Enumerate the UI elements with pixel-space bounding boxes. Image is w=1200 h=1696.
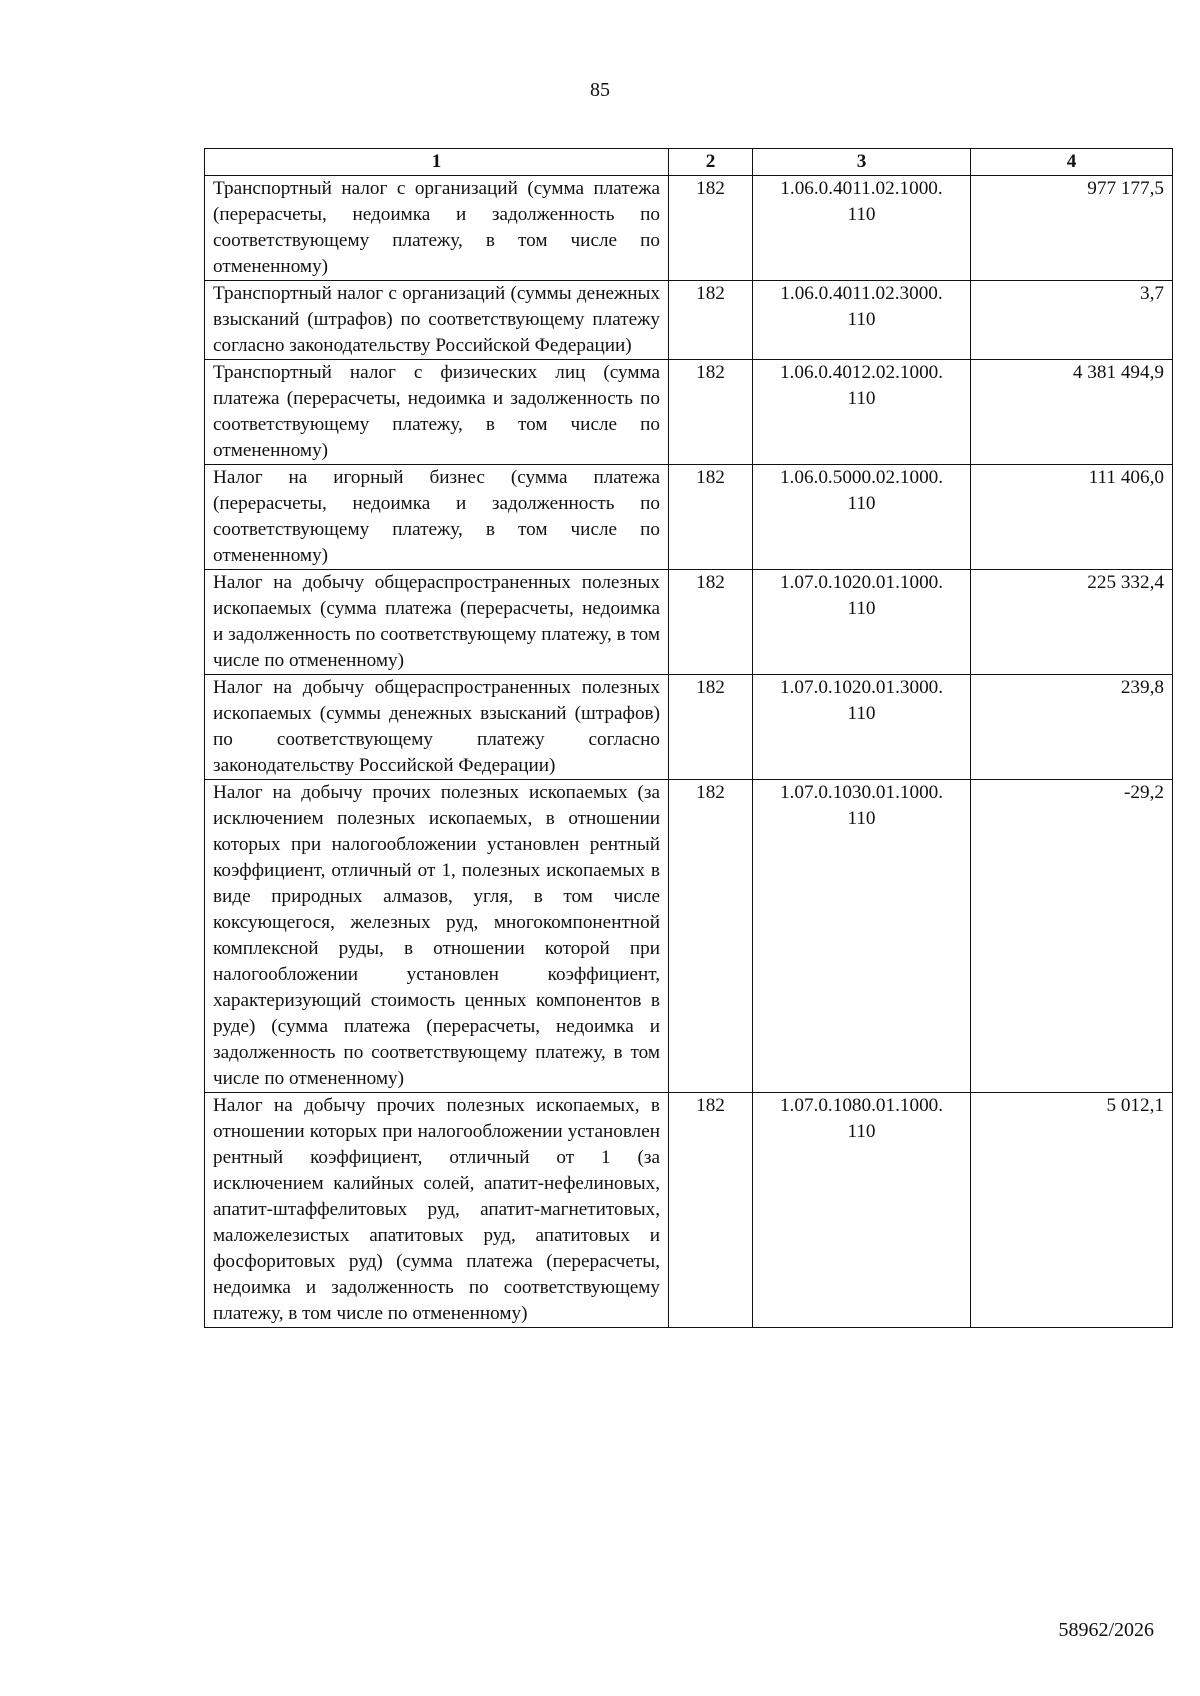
- income-name-cell: Налог на добычу общераспространенных полезных ископаемых (сумма платежа (перерасчеты, недоимка и задолженность по соответствующему платежу, в том числе по отмененному): [205, 570, 669, 675]
- budget-code-line-2: 110: [847, 388, 876, 409]
- page-number: 85: [590, 79, 610, 101]
- table-header-row: [205, 149, 1173, 176]
- amount-cell: 4 381 494,9: [971, 360, 1173, 465]
- income-name-cell: Налог на добычу прочих полезных ископаемых (за исключением полезных ископаемых, в отношении которых при налогообложении установлен рентный коэффициент, отличный от 1, полезных ископаемых в виде природных алмазов, угля, в том числе коксующегося, железных руд, многокомпонентной комплексной руды, в отношении которой при налогообложении установлен коэффициент, характеризующий стоимость ценных компонентов в руде) (сумма платежа (перерасчеты, недоимка и задолженность по соответствующему платежу, в том числе по отмененному): [205, 780, 669, 1093]
- column-header-1: 1: [205, 149, 669, 176]
- budget-code-cell: [753, 675, 971, 780]
- income-name-cell: Налог на игорный бизнес (сумма платежа (перерасчеты, недоимка и задолженность по соответствующему платежу, в том числе по отмененному): [205, 465, 669, 570]
- income-name-cell: Транспортный налог с организаций (сумма платежа (перерасчеты, недоимка и задолженность по соответствующему платежу, в том числе по отмененному): [205, 176, 669, 281]
- budget-code-line-2: 110: [847, 309, 876, 330]
- budget-code-line-1: 1.07.0.1030.01.1000.: [779, 782, 944, 803]
- column-header-4: 4: [971, 149, 1173, 176]
- budget-code-line-2: 110: [847, 204, 876, 225]
- amount-cell: 977 177,5: [971, 176, 1173, 281]
- revenue-table: [204, 148, 1173, 1328]
- budget-code-cell: [753, 1093, 971, 1328]
- admin-code-cell: 182: [669, 1093, 753, 1328]
- budget-code-line-1: 1.06.0.4011.02.1000.: [780, 178, 943, 199]
- budget-code-line-1: 1.07.0.1080.01.1000.: [779, 1095, 944, 1116]
- table-row: [205, 570, 1173, 675]
- amount-cell: 111 406,0: [971, 465, 1173, 570]
- admin-code-cell: 182: [669, 176, 753, 281]
- income-name-cell: Транспортный налог с физических лиц (сумма платежа (перерасчеты, недоимка и задолженность по соответствующему платежу, в том числе по отмененному): [205, 360, 669, 465]
- table-row: [205, 360, 1173, 465]
- admin-code-cell: 182: [669, 780, 753, 1093]
- amount-cell: 5 012,1: [971, 1093, 1173, 1328]
- budget-code-line-1: 1.06.0.5000.02.1000.: [779, 467, 944, 488]
- registration-number: 58962/2026: [1058, 1619, 1154, 1641]
- budget-code-line-2: 110: [847, 493, 876, 514]
- table-row: [205, 675, 1173, 780]
- amount-cell: 225 332,4: [971, 570, 1173, 675]
- column-header-2: 2: [669, 149, 753, 176]
- admin-code-cell: 182: [669, 675, 753, 780]
- amount-cell: 239,8: [971, 675, 1173, 780]
- amount-cell: 3,7: [971, 281, 1173, 360]
- income-name-cell: Налог на добычу общераспространенных полезных ископаемых (суммы денежных взысканий (штрафов) по соответствующему платежу согласно законодательству Российской Федерации): [205, 675, 669, 780]
- budget-code-line-1: 1.07.0.1020.01.3000.: [779, 677, 944, 698]
- income-name-cell: Транспортный налог с организаций (суммы денежных взысканий (штрафов) по соответствующему платежу согласно законодательству Российской Федерации): [205, 281, 669, 360]
- budget-code-line-2: 110: [847, 1121, 876, 1142]
- table-row: [205, 281, 1173, 360]
- amount-cell: -29,2: [971, 780, 1173, 1093]
- column-header-3: 3: [753, 149, 971, 176]
- admin-code-cell: 182: [669, 570, 753, 675]
- budget-code-cell: [753, 780, 971, 1093]
- table-row: [205, 780, 1173, 1093]
- budget-code-cell: [753, 281, 971, 360]
- table-row: [205, 176, 1173, 281]
- budget-code-line-1: 1.06.0.4012.02.1000.: [779, 362, 944, 383]
- table-row: [205, 1093, 1173, 1328]
- budget-code-line-1: 1.07.0.1020.01.1000.: [779, 572, 944, 593]
- budget-code-cell: [753, 570, 971, 675]
- budget-code-cell: [753, 360, 971, 465]
- budget-code-line-2: 110: [847, 598, 876, 619]
- income-name-cell: Налог на добычу прочих полезных ископаемых, в отношении которых при налогообложении установлен рентный коэффициент, отличный от 1 (за исключением калийных солей, апатит-нефелиновых, апатит-штаффелитовых руд, апатит-магнетитовых, маложелезистых апатитовых руд, апатитовых и фосфоритовых руд) (сумма платежа (перерасчеты, недоимка и задолженность по соответствующему платежу, в том числе по отмененному): [205, 1093, 669, 1328]
- admin-code-cell: 182: [669, 360, 753, 465]
- budget-code-line-1: 1.06.0.4011.02.3000.: [780, 283, 943, 304]
- admin-code-cell: 182: [669, 465, 753, 570]
- admin-code-cell: 182: [669, 281, 753, 360]
- budget-code-cell: [753, 176, 971, 281]
- budget-code-line-2: 110: [847, 703, 876, 724]
- budget-code-line-2: 110: [847, 808, 876, 829]
- table-body: [205, 176, 1173, 1328]
- budget-code-cell: [753, 465, 971, 570]
- table-row: [205, 465, 1173, 570]
